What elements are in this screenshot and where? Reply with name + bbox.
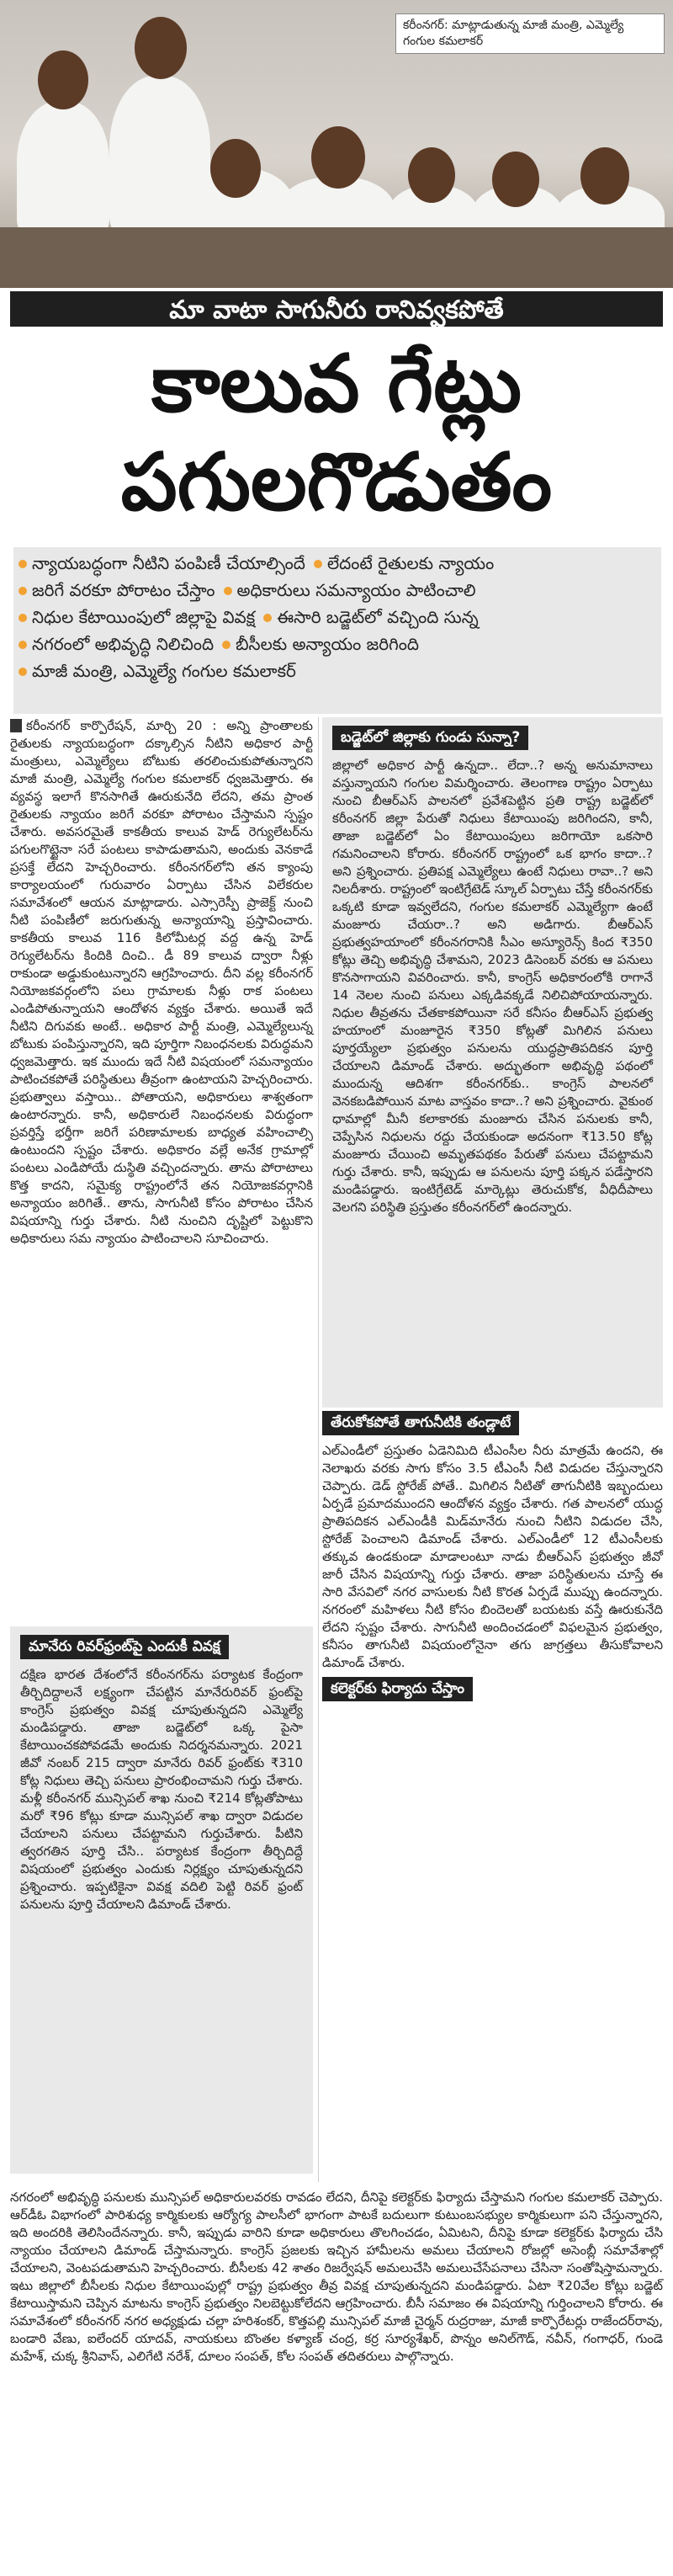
column-divider: [318, 717, 319, 2182]
bullet-icon: [19, 560, 27, 568]
main-body: కరీంనగర్‌ కార్పొరేషన్‌, మార్చి 20 : అన్ని ప్రాంతాలకు రైతులకు న్యాయబద్ధంగా దక్కాల్సిన నీటిని అధికార పార్టీ మంత్రులు, ఎమ్మెల్యేలు బోటుకు తరలించుకుపోతున్నారని మాజీ మంత్రి, ఎమ్మెల్యే గంగుల కమలాకర్‌ ధ్వజమెత్తారు. ఈ వ్యవస్థ ఇలాగే కొనసాగితే ఊరుకునేది లేదని, తమ ప్రాంత రైతులకు న్యాయం జరిగే వరకూ పోరాటం చేస్తామని స్పష్టం చేశారు. అవసరమైతే కాకతీయ కాలువ హెడ్‌ రెగ్యులేటర్‌ను పగులగొట్టైనా సరే పంటలు కాపాడుతామని, అందుకు వెనకాడే ప్రసక్తే లేదని హెచ్చరించారు. కరీంనగర్‌లోని తన క్యాంపు కార్యాలయంలో గురువారం ఏర్పాటు చేసిన విలేకరుల సమావేశంలో ఆయన మాట్లాడారు. ఎస్సారెస్పీ ప్రాజెక్ట్‌ నుంచి నీటి పంపిణీలో జరుగుతున్న అన్యాయాన్ని ప్రస్తావించారు. కాకతీయ కాలువ 116 కిలోమీటర్ల వద్ద ఉన్న హెడ్‌ రెగ్యులేటర్‌ను కిందికి దించి.. డీ 89 కాలువ ద్వారా నీళ్లు రాకుండా అడ్డుకుంటున్నారని ఆగ్రహించారు. దీని వల్ల కరీంనగర్‌ నియోజకవర్గంలోని పలు గ్రామాలకు నీళ్లు రాక పంటలు ఎండిపోతున్నాయని ఆందోళన వ్యక్తం చేశారు. అయితే ఇదే నీటిని దిగువకు అంటే.. అధికార పార్టీ మంత్రి, ఎమ్మెల్యేలున్న బోటుకు పంపిస్తున్నారని, ఇది పూర్తిగా నిబంధనలకు విరుద్ధమని ధ్వజమెత్తారు. ఇక ముందు ఇదే నీటి విషయంలో సమన్యాయం పాటించకపోతే పరిస్థితులు తీవ్రంగా ఉంటాయని హెచ్చరించారు. ప్రభుత్వాలు వస్తాయి.. పోతాయని, అధికారులు శాశ్వతంగా ఉంటారన్నారు. కానీ, అధికారులే నిబంధనలకు విరుద్ధంగా ప్రవర్తిస్తే భర్తీగా జరిగే పరిణామాలకు బాధ్యత వహించాల్సి ఉంటుందని స్పష్టం చేశారు. అధికారం వల్లే అనేక గ్రామాల్లో పంటలు ఎండిపోయే దుస్థితి వచ్చిందన్నారు. తాను పోరాటాలు కొత్త కాదని, సమైక్య రాష్ట్రంలోనే తన నియోజకవర్గానికి అన్యాయం జరిగితే.. తాను, సాగునీటి కోసం పోరాటం చేసిన విషయాన్ని గుర్తు చేశారు. నీటి నుంచిని దృష్టిలో పెట్టుకొని అధికారులు సమ న్యాయం పాటించాలని సూచించారు.: [10, 718, 313, 1246]
highlight-item: [19, 606, 255, 628]
highlight-row: [13, 655, 661, 682]
budget-box-title: బడ్జెట్‌లో జిల్లాకు గుండు సున్నా?: [332, 726, 528, 750]
highlight-row: [13, 601, 661, 628]
riverfront-box-title: మానేరు రివర్‌ఫ్రంట్‌పై ఎందుకీ వివక్ష: [20, 1635, 229, 1659]
bottom-paragraph: నగరంలో అభివృద్ధి పనులకు మున్సిపల్‌ అధికారులవరకు రావడం లేదని, దీనిపై కలెక్టర్‌కు ఫిర్యాదు చేస్తామని గంగుల కమలాకర్‌ చెప్పారు. ఆర్‌డీఓ విభాగంలో పారిశుధ్య కార్మికులకు ఆర్యోగ్య పాలసీలో భాగంగా పాటకే బదులుగా కుటుంబసభ్యుల కార్మికులుగా పని చేస్తున్నారని, ఇది అందరికి తెలిసిందేనన్నారు. కానీ, ఇప్పుడు వారిని కూడా అధికారులు తొలగించడం, ఏమిటని, దీనిపై కూడా కలెక్టర్‌కు ఫిర్యాదు చేసి న్యాయం చేయాలని డిమాండ్‌ చేస్తామన్నారు. కాంగ్రెస్‌ ప్రజలకు ఇచ్చిన హామీలను అమలు చేయాలని రోజల్లో అసెంబ్లీ సమావేశాల్లో చేయాలని, వెంటపడుతామని హెచ్చరించారు. బీసీలకు 42 శాతం రిజర్వేషన్‌ అమలుచేసి అమలుచేసేపనాలు చేసినా సంతోషిస్తామన్నారు. ఇటు జిల్లాలో బీసీలకు నిధుల కేటాయింపుల్లో రాష్ట్ర ప్రభుత్వం తీవ్ర వివక్ష చూపుతున్నదని మండిపడ్డారు. ఏటా ₹20వేల కోట్లు బడ్జెట్‌ కేటాయిస్తామని చెప్పిన మాటను కాంగ్రెస్‌ ప్రభుత్వం నిలబెట్టుకోలేదని ఆగ్రహించారు. బీసీ సమాజం ఈ విషయాన్ని గుర్తించాలని కోరారు. ఈ సమావేశంలో కరీంనగర్‌ నగర అధ్యక్షుడు చల్లా హరిశంకర్‌, కొత్తపల్లి మున్సిపల్‌ మాజీ చైర్మన్‌ రుద్రరాజు, మాజీ కార్పొరేటర్లు రాజేందర్‌రావు, బండారి వేణు, ఐలేందర్‌ యాదవ్‌, నాయకులు బొంతల కళ్యాణ్‌ చంద్ర, కర్ర సూర్యశేఖర్‌, పొన్నం అనిల్‌గౌడ్‌, నవీన్‌, గంగాధర్‌, గుండె మహేశ్‌, చుక్క శ్రీనివాస్‌, ఎలిగేటి నరేశ్‌, దూలం సంపత్‌, కోల సంపత్‌ తదితరులు పాల్గొన్నారు.: [10, 2190, 663, 2364]
bullet-icon: [224, 587, 232, 595]
highlight-text: మాజీ మంత్రి, ఎమ్మెల్యే గంగుల కమలాకర్‌: [32, 661, 296, 681]
bullet-icon: [222, 641, 231, 649]
person-figure: [17, 101, 109, 236]
highlight-text: ఈసారి బడ్జెట్‌లో వచ్చింది సున్న: [277, 607, 479, 627]
press-meet-photo: [0, 0, 673, 288]
highlights-box: [13, 547, 661, 714]
bullet-icon: [314, 560, 322, 568]
highlight-text: జరిగే వరకూ పోరాటం చేస్తాం: [32, 580, 215, 600]
press-table: [0, 227, 673, 288]
highlight-item: [19, 579, 215, 601]
bullet-icon: [19, 668, 27, 676]
bullet-icon: [263, 614, 272, 622]
person-head: [135, 17, 187, 79]
person-head: [580, 147, 629, 205]
highlight-item: [263, 606, 478, 628]
person-head: [408, 147, 455, 203]
budget-box-text: జిల్లాలో అధికార పార్టీ ఉన్నదా.. లేదా..? అన్న అనుమానాలు వస్తున్నాయని గంగుల విమర్శించారు. తెలంగాణ రాష్ట్రం ఏర్పాటు నుంచి బీఆర్‌ఎస్‌ పాలనలో ప్రవేశపెట్టిన ప్రతి రాష్ట్ర బడ్జెట్‌లో కరీంనగర్‌ జిల్లా పేరుతో నిధులు కేటాయింపు జరిగిందని, కానీ, తాజా బడ్జెట్‌లో ఏం కేటాయింపులు జరిగాయో ఒకసారి గమనించాలని కోరారు. కరీంనగర్‌ రాష్ట్రంలో ఒక భాగం కాదా..? అని ప్రశ్నించారు. ప్రతిపక్ష ఎమ్మెల్యేలు ఉంటే నిధులు రావా..? అని నిలదీశారు. రాష్ట్రంలో ఇంటిగ్రేటెడ్‌ స్కూల్‌ ఏర్పాటు చేస్తే కరీంనగర్‌కు ఒక్కటి కూడా ఇవ్వలేదని, గంగుల కమలాకర్‌ ఎమ్మెల్యేగా ఉంటే మంజూరు చేయరా..? అని అడిగారు. బీఆర్‌ఎస్‌ ప్రభుత్వహయాంలో కరీంనగరానికి సీఎం అస్యూరెన్స్‌ కింద ₹350 కోట్లు తెచ్చి అభివృద్ధి చేశామని, 2023 డిసెంబర్‌ వరకు ఆ పనులు కొనసాగాయని వివరించారు. కానీ, కాంగ్రెస్‌ అధికారంలోకి రాగానే 14 నెలల నుంచి పనులు ఎక్కడివక్కడే నిలిచిపోయాయన్నారు. నిధుల తీవ్రతను చేతకాకపోయినా సరే కనీసం బీఆర్‌ఎస్‌ ప్రభుత్వ హయాంలో మంజూరైన ₹350 కోట్లతో మిగిలిన పనులు పూర్తయ్యేలా ప్రభుత్వం పనులను యుద్ధప్రాతిపదికన పూర్తి చేయాలని డిమాండ్‌ చేశారు. అద్భుతంగా అభివృద్ధి పథంలో ముందున్న ఆదిశగా కరీంనగర్‌కు.. కాంగ్రెస్‌ పాలనలో వెనకబడిపోయిన మాట వాస్తవం కాదా..? అని ప్రశ్నించారు. వైకుంఠ ధామాల్లో మీనీ కలాకారకు మంజూరు చేసిన పనులకు కానీ, చెప్పేసిన నిధులను రద్దు చేయకుండా అదనంగా ₹13.50 కోట్ల మంజూరు చేయించి అమృతపథకం పేరుతో పనులు చేపట్టామని గుర్తు చేశారు. కానీ, ఇప్పుడు ఆ పనులను పూర్తి పక్కన పడేస్తారని మండిపడ్డారు. ఇంటిగ్రేటెడ్‌ మార్కెట్లు తెరుచుకోక, వీధిదీపాలు వెలగని పరిస్థితి ప్రస్తుతం కరీంనగర్‌లో ఉందన్నారు.: [332, 758, 653, 1215]
water-section: [322, 1411, 663, 1708]
highlight-row: [13, 547, 661, 574]
highlight-item: [19, 660, 296, 682]
highlight-text: నగరంలో అభివృద్ధి నిలిచింది: [32, 634, 215, 654]
bullet-icon: [19, 641, 27, 649]
collector-heading-wrap: [322, 1677, 663, 1708]
highlight-text: అధికారులు సమన్యాయం పాటించాలి: [236, 580, 476, 600]
budget-box: [322, 717, 663, 1408]
highlight-row: [13, 628, 661, 655]
highlight-item: [224, 579, 476, 601]
bullet-icon: [19, 587, 27, 595]
riverfront-box-text: దక్షిణ భారత దేశంలోనే కరీంనగర్‌ను పర్యాటక కేంద్రంగా తీర్చిదిద్దాలనే లక్ష్యంగా చేపట్టిన మానేరురివర్‌ ఫ్రంట్‌పై కాంగ్రెస్‌ ప్రభుత్వం వివక్ష చూపుతున్నదని ఎమ్మెల్యే మండిపడ్డారు. తాజా బడ్జెట్‌లో ఒక్క పైసా కేటాయించకపోవడమే అందుకు నిదర్శనమన్నారు. 2021 జీవో నంబర్‌ 215 ద్వారా మానేరు రివర్‌ ఫ్రంట్‌కు ₹310 కోట్ల నిధులు తెచ్చి పనులు ప్రారంభించామని గుర్తు చేశారు. మళ్లీ కరీంనగర్‌ మున్సిపల్‌ శాఖ నుంచి ₹214 కోట్లతోపాటు మరో ₹96 కోట్లు కూడా మున్సిపల్‌ శాఖ ద్వారా విడుదల చేయాలని పనులు చేపట్టామని గుర్తుచేశారు. పీటిని త్వరగతిన పూర్తి చేసి.. పర్యాటక కేంద్రంగా తీర్చిదిద్దే విషయంలో ప్రభుత్వం ఎందుకు నిర్లక్ష్యం చూపుతున్నదని ప్రశ్నించారు. ఇప్పటికైనా వివక్ష వదిలి పెట్టి రివర్‌ ఫ్రంట్‌ పనులను పూర్తి చేయాలని డిమాండ్‌ చేశారు.: [20, 1667, 303, 1912]
person-head: [311, 126, 365, 189]
highlight-text: లేదంటే రైతులకు న్యాయం: [326, 553, 495, 573]
dropcap-square-icon: [10, 719, 22, 732]
headline-line-1: కాలువ గేట్లు: [151, 338, 522, 430]
highlight-item: [222, 633, 419, 655]
highlight-text: నిధుల కేటాయింపులో జిల్లాపై వివక్ష: [32, 607, 256, 627]
riverfront-box: [10, 1626, 313, 2174]
water-section-text: ఎల్‌ఎండీలో ప్రస్తుతం ఏడెనిమిది టీఎంసీల నీరు మాత్రమే ఉందని, ఈ నెలాఖరు వరకు సాగు కోసం 3.5 టీఎంసీ నీటి విడుదల చేస్తున్నారని చెప్పారు. డెడ్‌ స్టోరేజ్‌ పోతే.. మిగిలిన నీటితో తాగునీటికి ఇబ్బందులు ఏర్పడే ప్రమాదముందని ఆందోళన వ్యక్తం చేశారు. గత పాలనలో యుద్ధ ప్రాతిపదికన ఎల్‌ఎండీకి మిడ్‌మానేరు నుంచి నీటిని విడుదల చేసి, స్టోరేజ్‌ పెంచాలని డిమాండ్‌ చేశారు. ఎల్‌ఎండీలో 12 టీఎంసీలకు తక్కువ ఉండకుండా మాడాలంటూ నాడు బీఆర్‌ఎస్‌ ప్రభుత్వం జీవో జారీ చేసిన విషయాన్ని గుర్తు చేశారు. తాజా పరిస్థితులను చూస్తే ఈ సారి వేసవిలో నగర వాసులకు నీటి కొరత ఏర్పడే ముప్పు ఉందన్నారు. నగరంలో మహిళలు నీటి కోసం బిందెలతో బయటకు వస్తే ఊరుకునేది లేదని స్పష్టం చేశారు. సాగునీటి అందించడంలో విఫలమైన ప్రభుత్వం, కనీసం తాగునీటి విషయంలోనైనా తగు జాగ్రత్తలు తీసుకోవాలని డిమాండ్‌ చేశారు.: [322, 1443, 663, 1670]
water-section-title: తేరుకోకపోతే తాగునీటికి తండ్లాటే: [322, 1411, 519, 1435]
highlight-row: [13, 574, 661, 601]
person-head: [492, 152, 539, 207]
collector-section-title: కలెక్టర్‌కు ఫిర్యాదు చేస్తాం: [322, 1677, 473, 1701]
highlight-item: [19, 633, 214, 655]
highlight-item: [314, 552, 494, 574]
photo-caption: కరీంనగర్‌: మాట్లాడుతున్న మాజీ మంత్రి, ఎమ్మెల్యే గంగుల కమలాకర్‌: [395, 13, 665, 54]
highlight-item: [19, 552, 305, 574]
kicker: మా వాటా సాగునీరు రానివ్వకపోతే: [169, 295, 504, 325]
bullet-icon: [19, 614, 27, 622]
highlight-text: న్యాయబద్ధంగా నీటిని పంపిణీ చేయాల్సిందే: [32, 553, 305, 573]
main-article-text: [10, 717, 313, 1248]
headline-line-2: పగులగొడుతం: [120, 437, 553, 529]
highlight-text: బీసీలకు అన్యాయం జరిగింది: [236, 634, 420, 654]
person-head: [38, 51, 88, 109]
person-head: [210, 139, 261, 198]
